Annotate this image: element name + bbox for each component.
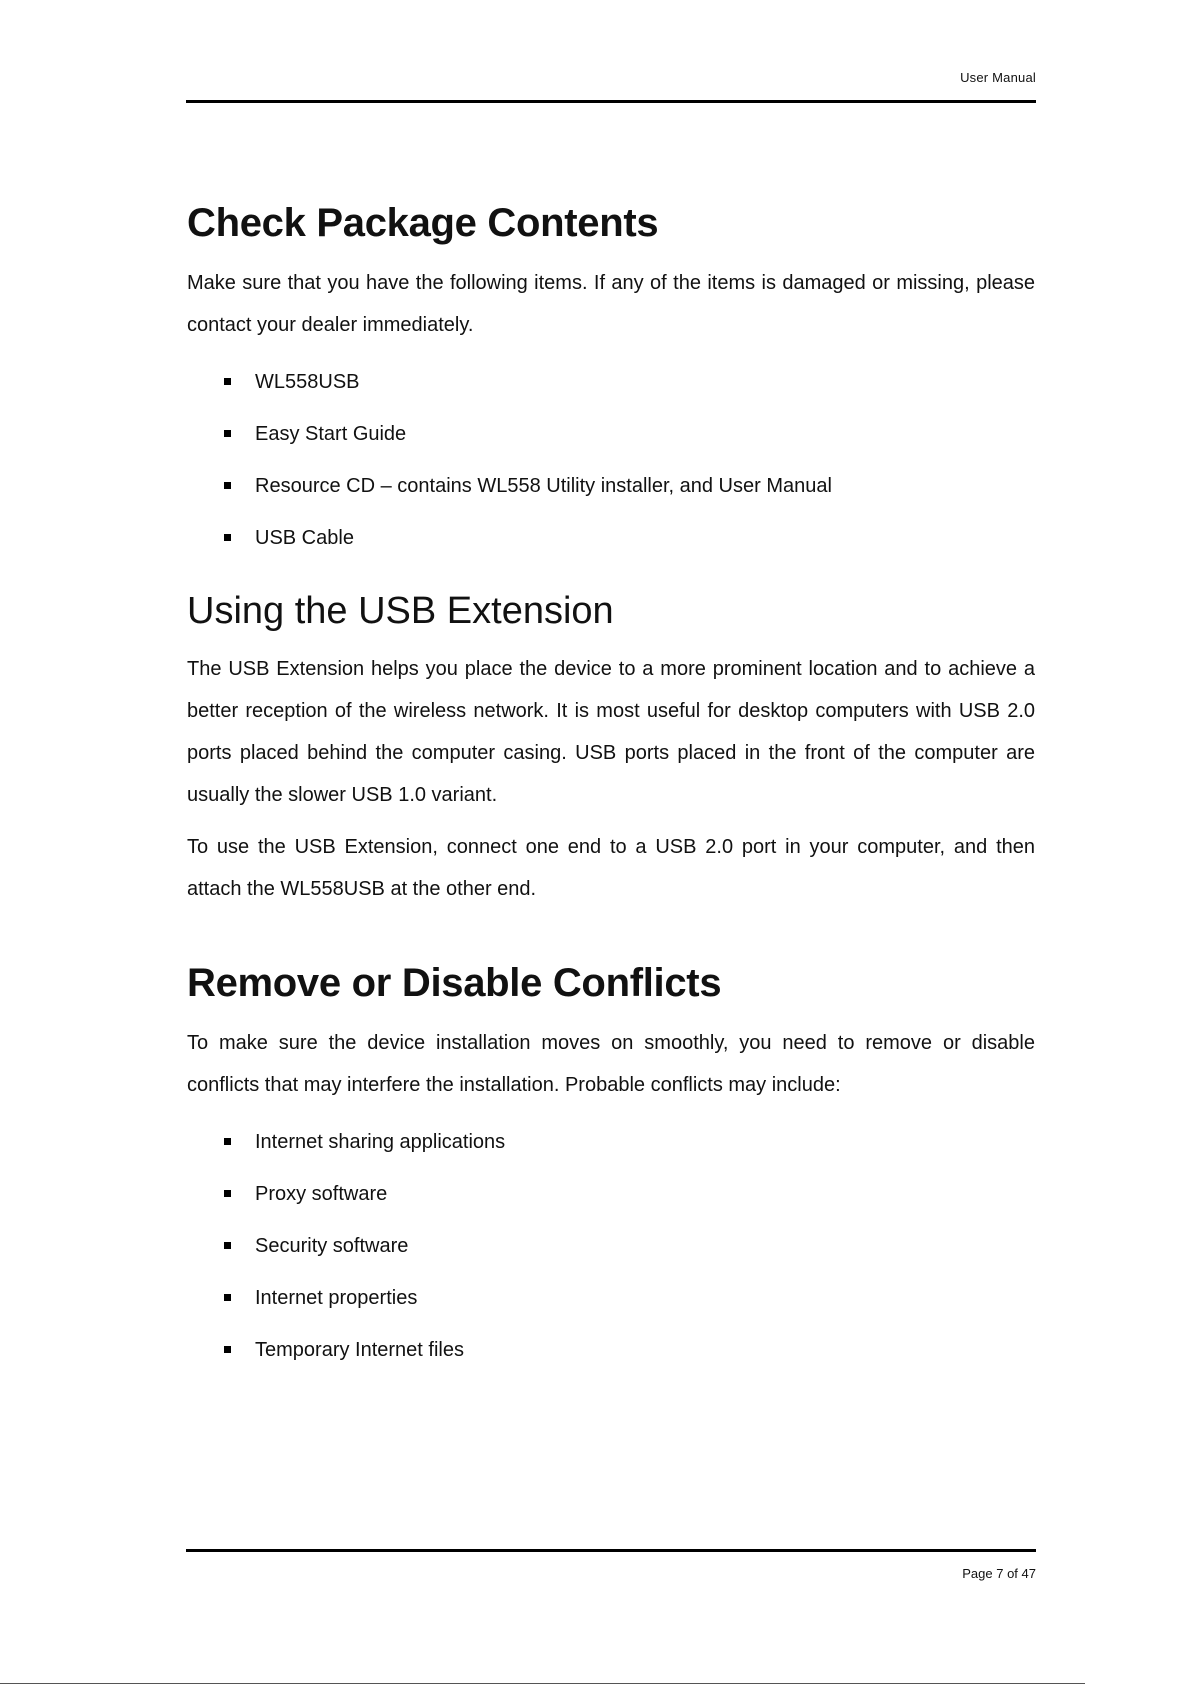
square-bullet-icon [224, 1242, 231, 1249]
conflicts-intro: To make sure the device installation moves on smoothly, you need to remove or disable conflicts that may interfere the installation. Probable conflicts may include: [187, 1031, 1035, 1096]
usb-extension-paragraph-2: To use the USB Extension, connect one end to a USB 2.0 port in your computer, and then attach the WL558USB at the other end. [187, 835, 1035, 900]
square-bullet-icon [224, 482, 231, 489]
section-title-conflicts: Remove or Disable Conflicts [187, 960, 722, 1005]
square-bullet-icon [224, 1190, 231, 1197]
list-item: Internet properties [187, 1272, 1035, 1324]
square-bullet-icon [224, 378, 231, 385]
section-title-usb-extension: Using the USB Extension [187, 590, 614, 632]
list-item: Resource CD – contains WL558 Utility installer, and User Manual [187, 460, 1035, 512]
list-item: Security software [187, 1220, 1035, 1272]
square-bullet-icon [224, 430, 231, 437]
page-number: Page 7 of 47 [962, 1566, 1036, 1581]
package-intro: Make sure that you have the following items. If any of the items is damaged or missing, please contact your dealer immediately. [187, 272, 1035, 336]
page-content [187, 200, 1035, 1376]
list-item: Easy Start Guide [187, 408, 1035, 460]
square-bullet-icon [224, 1294, 231, 1301]
section-spacer [187, 920, 1035, 960]
header-rule [186, 100, 1036, 103]
header-label: User Manual [960, 70, 1036, 85]
footer-rule [186, 1549, 1036, 1552]
section-title-package: Check Package Contents [187, 201, 659, 245]
list-item: Temporary Internet files [187, 1324, 1035, 1376]
list-item: Proxy software [187, 1168, 1035, 1220]
list-item: Internet sharing applications [187, 1116, 1035, 1168]
usb-extension-paragraph-1: The USB Extension helps you place the device to a more prominent location and to achieve a better reception of the wireless network. It is most useful for desktop computers with USB 2.0 ports placed behind the computer casing. USB ports placed in the front of the computer are usually the slower USB 1.0 variant. [187, 657, 1035, 806]
list-item: WL558USB [187, 356, 1035, 408]
page-edge-line [0, 1683, 1085, 1684]
conflicts-list [187, 1116, 1035, 1376]
square-bullet-icon [224, 1346, 231, 1353]
list-item: USB Cable [187, 512, 1035, 564]
package-list [187, 356, 1035, 564]
square-bullet-icon [224, 1138, 231, 1145]
square-bullet-icon [224, 534, 231, 541]
